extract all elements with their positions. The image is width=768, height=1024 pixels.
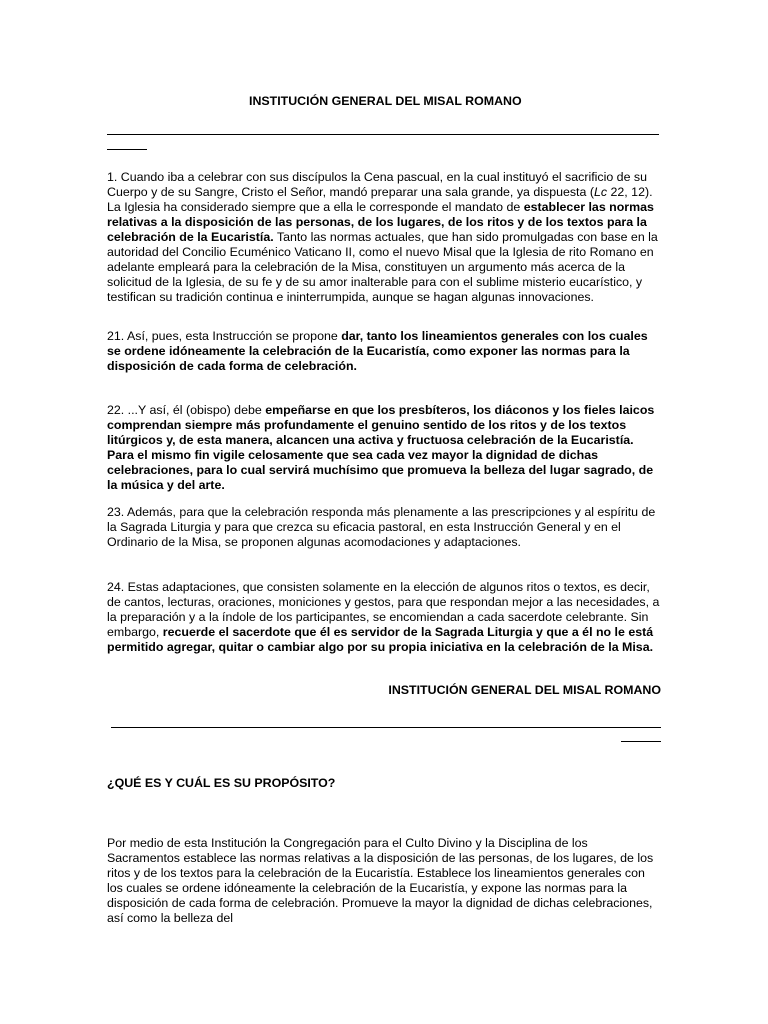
section-heading: ¿QUÉ ES Y CUÁL ES SU PROPÓSITO?: [107, 776, 336, 790]
paragraph-23: [107, 505, 663, 550]
paragraph-bold-text: empeñarse en que los presbíteros, los diáconos y los fieles laicos comprendan siempre más profundamente el genuino sentido de los ritos y de los textos litúrgicos y, de esta manera, alcancen una activa y fructuosa celebración de la Eucaristía. Para el mismo fin vigile celosamente que sea cada vez mayor la dignidad de dichas celebraciones, para lo cual servirá muchísimo que promueva la belleza del lugar sagrado, de la música y del arte.: [107, 403, 655, 492]
horizontal-rule: [111, 727, 661, 728]
paragraph-text: 24. Estas adaptaciones, que consisten solamente en la elección de algunos ritos o textos, es decir, de cantos, lecturas, oraciones, moniciones y gestos, para que respondan mejor a las necesidades, a la preparación y a la índole de los participantes, se encomiendan a cada sacerdote celebrante. Sin embargo,: [107, 580, 660, 639]
paragraph-text: Tanto las normas actuales, que han sido promulgadas con base en la autoridad del Concilio Ecuménico Vaticano II, como el nuevo Misal que la Iglesia de rito Romano en adelante empleará para la celebración de la Misa, constituyen un argumento más acerca de la solicitud de la Iglesia, de su fe y de su amor inalterable para con el sublime misterio eucarístico, y testifican su tradición continua e ininterrumpida, aunque se hagan algunas innovaciones.: [107, 230, 658, 304]
paragraph-bold-text: recuerde el sacerdote que él es servidor de la Sagrada Liturgia y que a él no le está permitido agregar, quitar o cambiar algo por su propia iniciativa en la celebración de la Misa.: [107, 625, 654, 654]
paragraph-bold-text: dar, tanto los lineamientos generales con los cuales se ordene idóneamente la celebración de la Eucaristía, como exponer las normas para la disposición de cada forma de celebración.: [107, 329, 648, 373]
paragraph-1: [107, 170, 663, 305]
paragraph-text: 1. Cuando iba a celebrar con sus discípulos la Cena pascual, en la cual instituyó el sacrificio de su Cuerpo y de su Sangre, Cristo el Señor, mandó preparar una sala grande, ya dispuesta (: [107, 170, 647, 199]
citation-italic: Lc: [593, 185, 608, 199]
paragraph-22: [107, 403, 663, 493]
paragraph-24: [107, 580, 663, 655]
document-title-repeat: INSTITUCIÓN GENERAL DEL MISAL ROMANO: [388, 683, 661, 697]
paragraph-text: 22, 12). La Iglesia ha considerado siempre que a ella le corresponde el mandato de: [107, 185, 653, 214]
horizontal-rule-tail: [107, 149, 147, 150]
paragraph-text: Por medio de esta Institución la Congregación para el Culto Divino y la Disciplina de los Sacramentos establece las normas relativas a la disposición de las personas, de los lugares, de los ritos y de los textos para la celebración de la Eucaristía. Establece los lineamientos generales con los cuales se ordene idóneamente la celebración de la Eucaristía, y expone las normas para la disposición de cada forma de celebración. Promueve la mayor la dignidad de dichas celebraciones, así como la belleza del: [107, 836, 654, 925]
paragraph-bold-text: establecer las normas relativas a la disposición de las personas, de los lugares, de los ritos y de los textos para la celebración de la Eucaristía.: [107, 200, 654, 244]
paragraph-final: [107, 836, 663, 926]
horizontal-rule-tail: [621, 741, 661, 742]
paragraph-21: [107, 329, 663, 374]
paragraph-text: 22. ...Y así, él (obispo) debe: [107, 403, 266, 417]
horizontal-rule: [107, 134, 659, 135]
document-title: INSTITUCIÓN GENERAL DEL MISAL ROMANO: [249, 94, 522, 108]
paragraph-text: 23. Además, para que la celebración responda más plenamente a las prescripciones y al espíritu de la Sagrada Liturgia y para que crezca su eficacia pastoral, en esta Instrucción General y en el Ordinario de la Misa, se proponen algunas acomodaciones y adaptaciones.: [107, 505, 656, 549]
paragraph-text: 21. Así, pues, esta Instrucción se propone: [107, 329, 342, 343]
